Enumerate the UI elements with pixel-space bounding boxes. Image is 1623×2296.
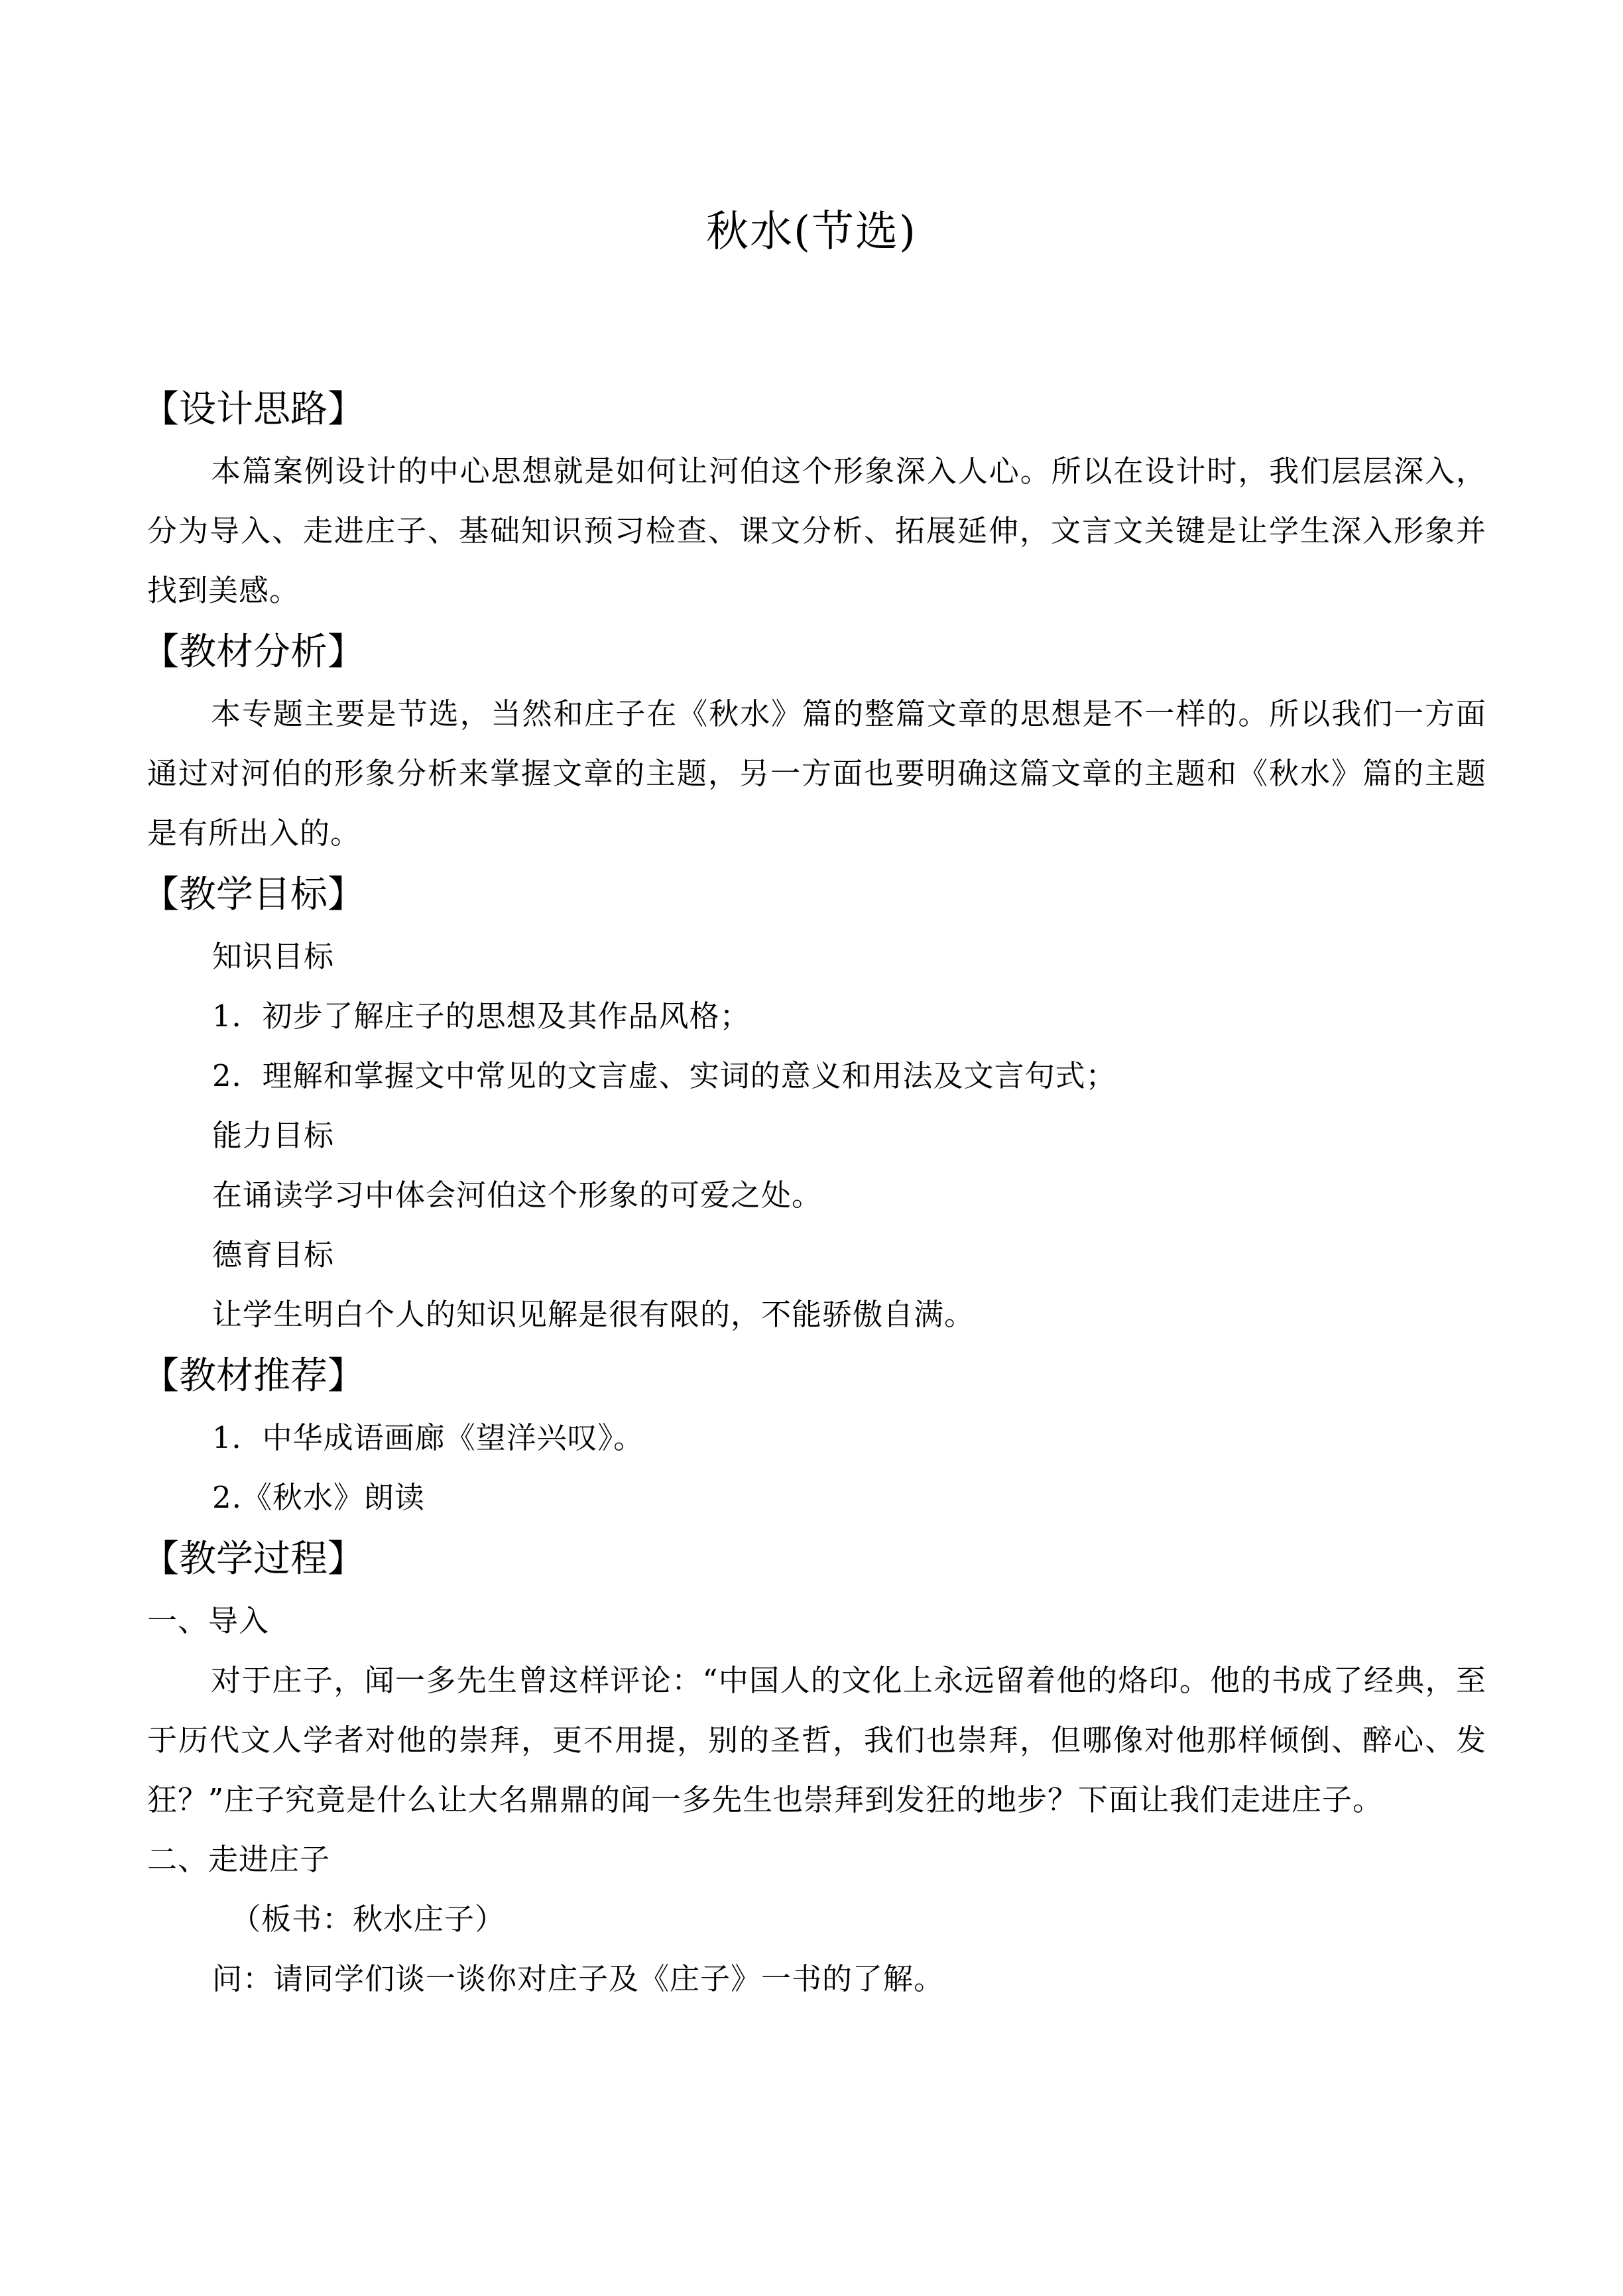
section-heading-recommend: 【教材推荐】 bbox=[142, 1355, 365, 1398]
section-heading-material-analysis: 【教材分析】 bbox=[142, 631, 365, 674]
process-step-paragraph: 对于庄子，闻一多先生曾这样评论：“中国人的文化上永远留着他的烙印。他的书成了经典，至于历代文人学者对他的崇拜，更不用提，别的圣哲，我们也崇拜，但哪像对他那样倾倒、醉心、发狂？”庄子究竟是什么让大名鼎鼎的闻一多先生也崇拜到发狂的地步？下面让我们走进庄子。 bbox=[147, 1663, 1486, 1817]
moral-objective-text: 让学生明白个人的知识见解是很有限的，不能骄傲自满。 bbox=[212, 1297, 975, 1332]
section-heading-process: 【教学过程】 bbox=[142, 1538, 365, 1581]
section-heading-design: 【设计思路】 bbox=[142, 388, 365, 431]
design-paragraph: 本篇案例设计的中心思想就是如何让河伯这个形象深入人心。所以在设计时，我们层层深入，分为导入、走进庄子、基础知识预习检查、课文分析、拓展延伸，文言文关键是让学生深入形象并找到美感。 bbox=[147, 453, 1486, 608]
document-body bbox=[142, 378, 1486, 2009]
recommend-item: 2.《秋水》朗读 bbox=[212, 1480, 425, 1515]
discussion-question: 问：请同学们谈一谈你对庄子及《庄子》一书的了解。 bbox=[212, 1961, 945, 1996]
page-title: 秋水(节选) bbox=[706, 208, 917, 257]
process-step-title: 一、导入 bbox=[147, 1603, 270, 1638]
recommend-item: 1．中华成语画廊《望洋兴叹》。 bbox=[212, 1420, 644, 1455]
board-note: （板书：秋水庄子） bbox=[231, 1902, 506, 1937]
ability-objective-text: 在诵读学习中体会河伯这个形象的可爱之处。 bbox=[212, 1178, 823, 1213]
process-step-title: 二、走进庄子 bbox=[147, 1842, 331, 1877]
material-analysis-paragraph: 本专题主要是节选，当然和庄子在《秋水》篇的整篇文章的思想是不一样的。所以我们一方面通过对河伯的形象分析来掌握文章的主题，另一方面也要明确这篇文章的主题和《秋水》篇的主题是有所出入的。 bbox=[147, 696, 1486, 851]
knowledge-objective-item: 1．初步了解庄子的思想及其作品风格； bbox=[212, 998, 751, 1034]
ability-objective-label: 能力目标 bbox=[212, 1118, 335, 1153]
knowledge-objective-label: 知识目标 bbox=[212, 939, 335, 974]
moral-objective-label: 德育目标 bbox=[212, 1237, 335, 1272]
section-heading-objectives: 【教学目标】 bbox=[142, 873, 365, 916]
knowledge-objective-item: 2．理解和掌握文中常见的文言虚、实词的意义和用法及文言句式； bbox=[212, 1058, 1116, 1093]
